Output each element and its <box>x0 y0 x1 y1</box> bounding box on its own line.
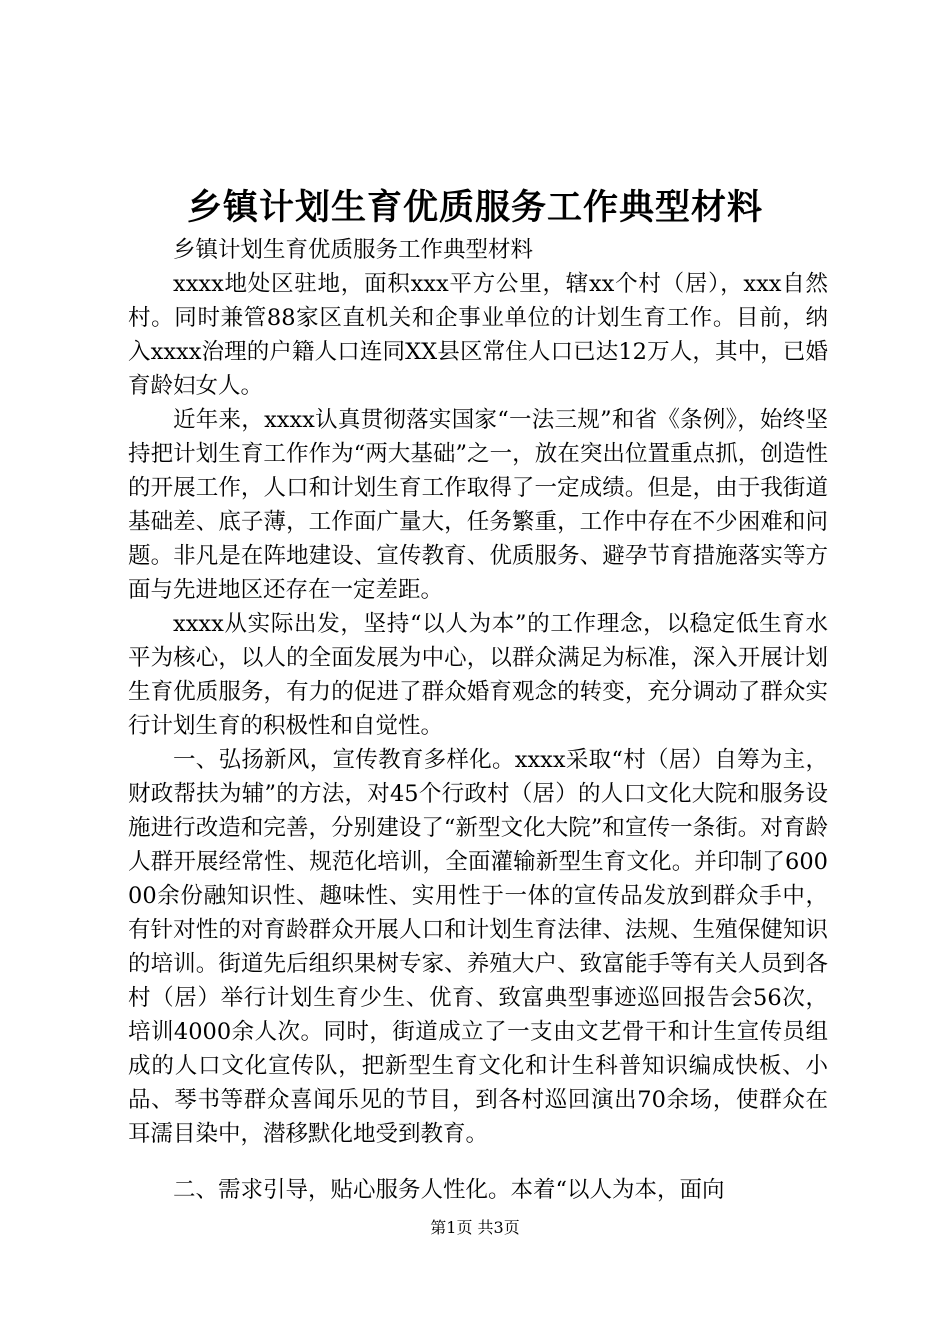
document-body <box>128 233 828 1207</box>
document-title: 乡镇计划生育优质服务工作典型材料 <box>186 187 763 228</box>
body-paragraph: xxxx地处区驻地，面积xxx平方公里，辖xx个村（居），xxx自然村。同时兼管88家区直机关和企事业单位的计划生育工作。目前，纳入xxxx治理的户籍人口连同XX县区常住人口已达12万人，其中，已婚育龄妇女人。 <box>128 271 828 399</box>
body-paragraph: 乡镇计划生育优质服务工作典型材料 <box>173 237 534 263</box>
body-paragraph: 二、需求引导，贴心服务人性化。本着“以人为本，面向 <box>173 1177 725 1203</box>
body-paragraph: xxxx从实际出发，坚持“以人为本”的工作理念，以稳定低生育水平为核心，以人的全面发展为中心，以群众满足为标准，深入开展计划生育优质服务，有力的促进了群众婚育观念的转变，充分调动了群众实行计划生育的积极性和自觉性。 <box>128 611 828 739</box>
body-paragraph: 近年来，xxxx认真贯彻落实国家“一法三规”和省《条例》，始终坚持把计划生育工作作为“两大基础”之一，放在突出位置重点抓，创造性的开展工作，人口和计划生育工作取得了一定成绩。但是，由于我街道基础差、底子薄，工作面广量大，任务繁重，工作中存在不少困难和问题。非凡是在阵地建设、宣传教育、优质服务、避孕节育措施落实等方面与先进地区还存在一定差距。 <box>128 407 828 603</box>
body-paragraph: 一、弘扬新风，宣传教育多样化。xxxx采取“村（居）自筹为主，财政帮扶为辅”的方法，对45个行政村（居）的人口文化大院和服务设施进行改造和完善，分别建设了“新型文化大院”和宣传一条街。对育龄人群开展经常性、规范化培训，全面灌输新型生育文化。并印制了60000余份融知识性、趣味性、实用性于一体的宣传品发放到群众手中，有针对性的对育龄群众开展人口和计划生育法律、法规、生殖保健知识的培训。街道先后组织果树专家、养殖大户、致富能手等有关人员到各村（居）举行计划生育少生、优育、致富典型事迹巡回报告会56次，培训4000余人次。同时，街道成立了一支由文艺骨干和计生宣传员组成的人口文化宣传队，把新型生育文化和计生科普知识编成快板、小品、琴书等群众喜闻乐见的节目，到各村巡回演出70余场，使群众在耳濡目染中，潜移默化地受到教育。 <box>128 747 828 1147</box>
page-number: 第1页 共3页 <box>430 1218 520 1237</box>
